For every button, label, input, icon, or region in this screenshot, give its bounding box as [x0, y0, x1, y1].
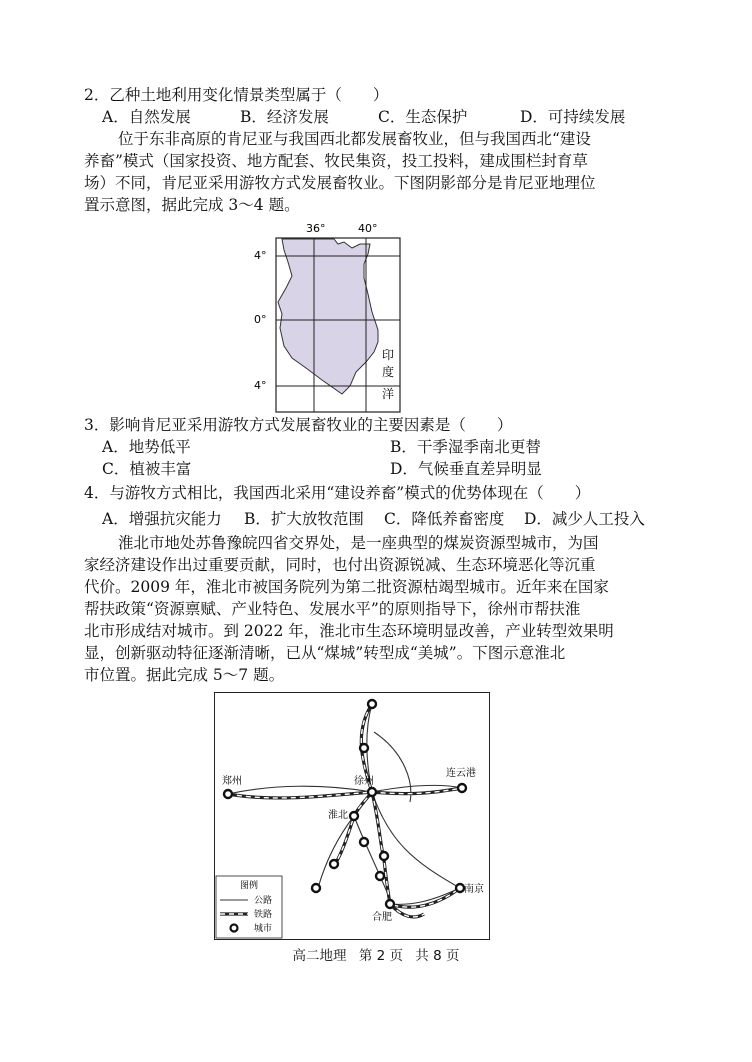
lon-label-40: 40° — [358, 222, 378, 235]
kenya-location-map — [248, 218, 408, 414]
city-label-zhengzhou: 郑州 — [222, 776, 242, 787]
passage1-line-2: 养畜”模式（国家投资、地方配套、牧民集资，投工投料，建成围栏封育草 — [84, 152, 588, 170]
q4-option-b: B．扩大放牧范围 — [244, 510, 364, 528]
q4-option-a: A．增强抗灾能力 — [102, 510, 222, 528]
map2-legend — [216, 876, 282, 938]
passage2-line-7: 市位置。据此完成 5～7 题。 — [84, 666, 285, 684]
city-marker — [312, 884, 320, 892]
legend-city-symbol — [231, 925, 238, 932]
city-marker-zhengzhou — [224, 790, 232, 798]
city-marker-xuzhou — [368, 788, 376, 796]
q3-option-c: C．植被丰富 — [102, 460, 192, 478]
city-marker — [380, 852, 388, 860]
ocean-label-3: 洋 — [382, 387, 395, 401]
passage2-line-3: 代价。2009 年，淮北市被国务院列为第二批资源枯竭型城市。近年来在国家 — [84, 578, 609, 596]
passage1-line-1: 位于东非高原的肯尼亚与我国西北都发展畜牧业，但与我国西北“建设 — [118, 130, 591, 148]
ocean-label-1: 印 — [382, 348, 395, 362]
q2-option-b: B．经济发展 — [240, 108, 329, 126]
city-marker — [368, 700, 376, 708]
passage1-line-4: 置示意图，据此完成 3～4 题。 — [84, 196, 300, 214]
city-marker-huaibei — [350, 812, 358, 820]
q2-stem: 2．乙种土地利用变化情景类型属于（ ） — [84, 86, 389, 104]
city-marker — [330, 860, 338, 868]
city-label-lianyungang: 连云港 — [446, 768, 476, 779]
footer-total: 共 8 页 — [415, 948, 460, 964]
q4-option-c: C．降低养畜密度 — [384, 510, 505, 528]
q2-option-d: D．可持续发展 — [520, 108, 626, 126]
city-marker — [360, 838, 368, 846]
footer-page: 第 2 页 — [358, 948, 403, 964]
lat-label-4n: 4° — [254, 249, 267, 262]
legend-rail-label: 铁路 — [254, 910, 273, 920]
legend-title: 图例 — [240, 881, 259, 891]
q3-stem: 3．影响肯尼亚采用游牧方式发展畜牧业的主要因素是（ ） — [84, 416, 513, 434]
city-marker-nanjing — [456, 884, 464, 892]
q2-option-a: A．自然发展 — [102, 108, 191, 126]
city-marker-lianyungang — [458, 784, 466, 792]
city-label-hefei: 合肥 — [372, 912, 392, 923]
legend-road-label: 公路 — [254, 896, 273, 906]
city-label-nanjing: 南京 — [464, 884, 484, 895]
city-label-huaibei: 淮北 — [328, 810, 348, 821]
passage2-line-4: 帮扶政策“资源禀赋、产业特色、发展水平”的原则指导下，徐州市帮扶淮 — [84, 600, 581, 618]
q4-option-d: D．减少人工投入 — [524, 510, 645, 528]
page-footer — [0, 944, 752, 964]
city-marker — [376, 872, 384, 880]
passage2-line-6: 显，创新驱动特征逐渐清晰，已从“煤城”转型成“美城”。下图示意淮北 — [84, 644, 566, 662]
lat-label-4s: 4° — [254, 379, 267, 392]
city-marker-hefei — [386, 900, 394, 908]
q3-option-b: B．干季湿季南北更替 — [390, 438, 541, 456]
passage2-line-1: 淮北市地处苏鲁豫皖四省交界处，是一座典型的煤炭资源型城市，为国 — [118, 534, 599, 552]
passage2-line-2: 家经济建设作出过重要贡献，同时，也付出资源锐减、生态环境恶化等沉重 — [84, 556, 596, 574]
passage1-line-3: 场）不同，肯尼亚采用游牧方式发展畜牧业。下图阴影部分是肯尼亚地理位 — [84, 174, 596, 192]
kenya-shaded-area — [278, 239, 378, 394]
q3-option-d: D．气候垂直差异明显 — [390, 460, 542, 478]
city-marker — [360, 744, 368, 752]
lat-label-0: 0° — [254, 313, 267, 326]
city-label-xuzhou: 徐州 — [354, 776, 374, 787]
q2-option-c: C．生态保护 — [378, 108, 468, 126]
q3-option-a: A．地势低平 — [102, 438, 191, 456]
footer-subject: 高二地理 — [292, 948, 347, 964]
lon-label-36: 36° — [306, 222, 326, 235]
passage2-line-5: 北市形成结对城市。到 2022 年，淮北市生态环境明显改善，产业转型效果明 — [84, 622, 614, 640]
legend-city-label: 城市 — [254, 924, 273, 934]
q4-stem: 4．与游牧方式相比，我国西北采用“建设养畜”模式的优势体现在（ ） — [84, 484, 591, 502]
huaibei-location-map — [214, 692, 490, 940]
ocean-label-2: 度 — [382, 365, 395, 379]
